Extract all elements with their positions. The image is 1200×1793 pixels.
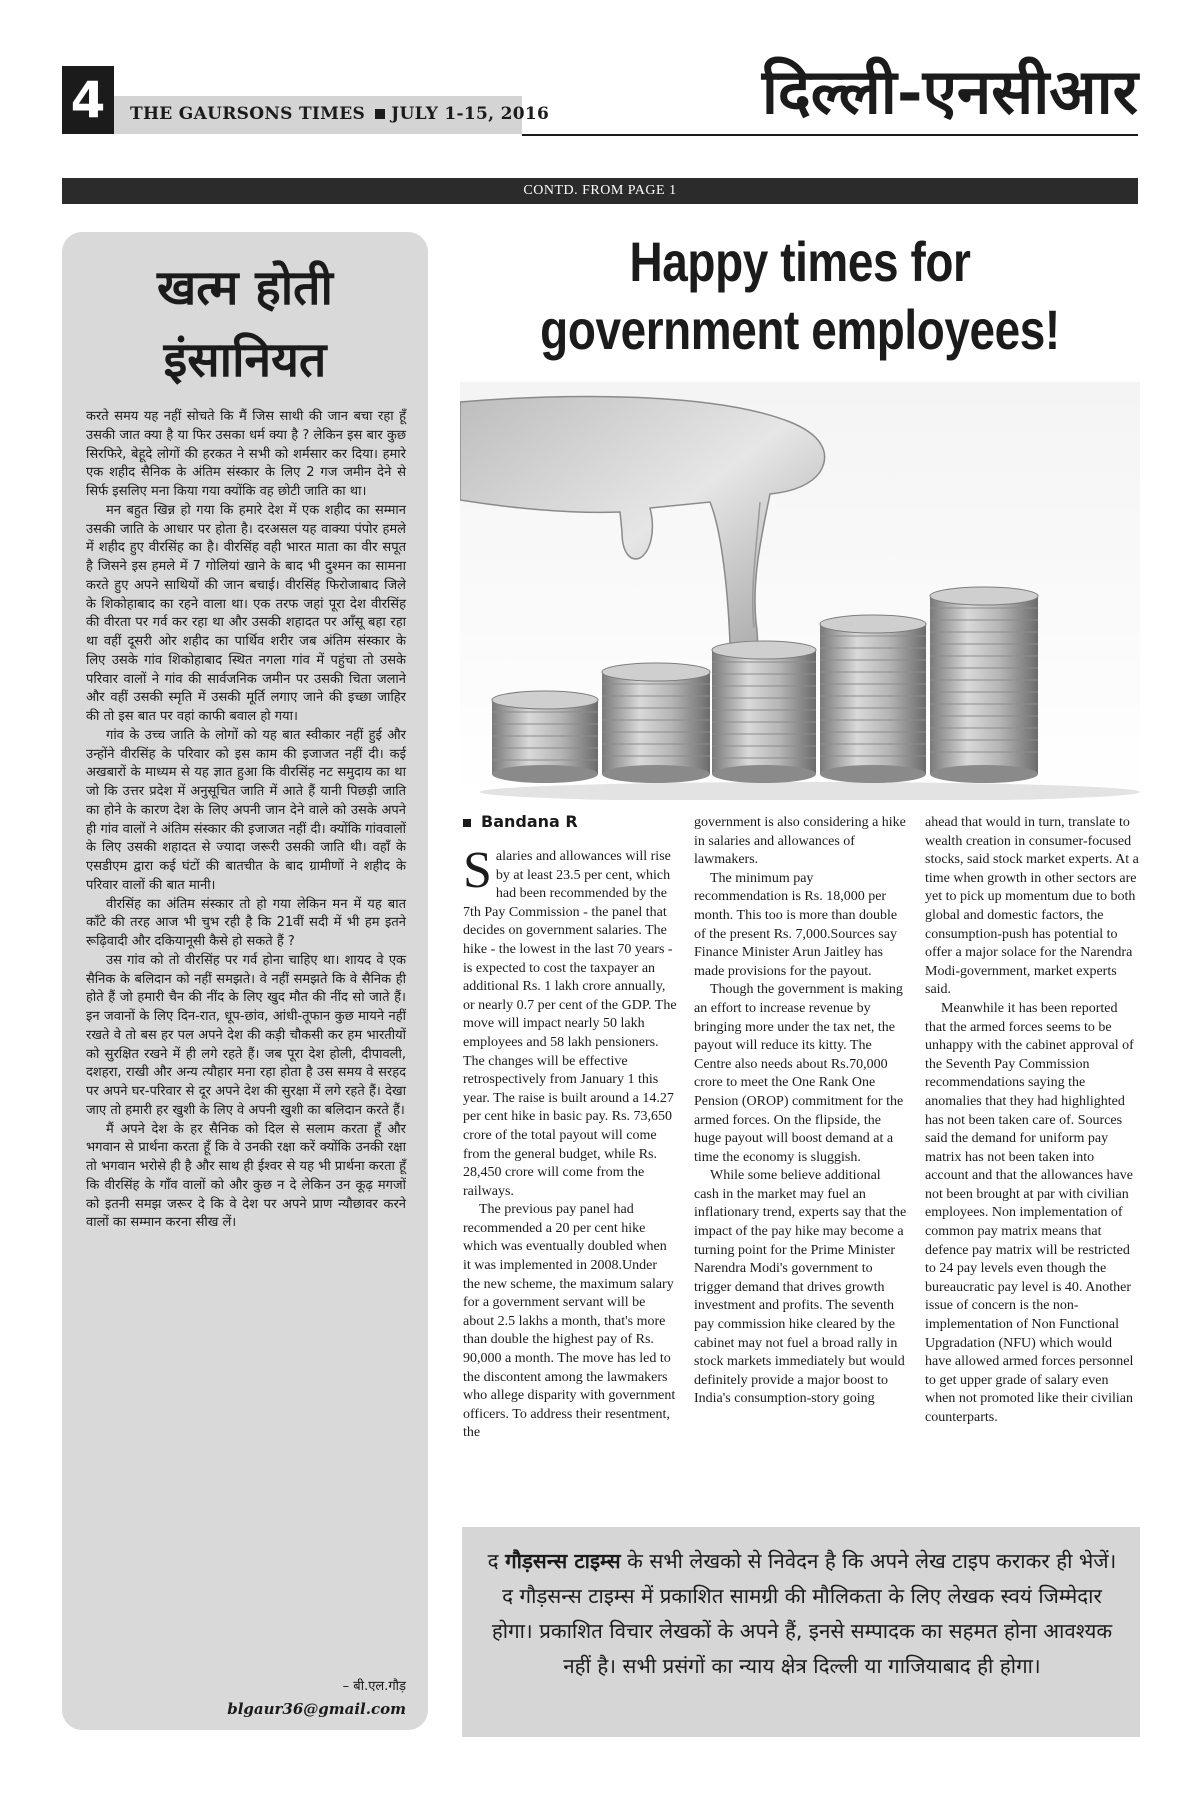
sidebar-paragraph: मैं अपने देश के हर सैनिक को दिल से सलाम करता हूँ और भगवान से प्रार्थना करता हूँ कि वे उनकी रक्षा करें क्योंकि उनकी रक्षा तो भगवान भरोसे ही है और साथ ही ईश्वर से यह भी प्रार्थना करता हूँ कि वीरसिंह के गाँव वालों को और कुछ न दे लेकिन उन कूढ़ मगजों को इतनी समझ जरूर दे कि वे देश पर अपने प्राण न्यौछावर करने वालों का सम्मान करना सीख लें।	[86, 1121, 406, 1231]
section-title: दिल्ली-एनसीआर	[761, 55, 1138, 128]
article-paragraph: Though the government is making an effort to increase revenue by bringing more under the tax net, the payout will reduce its kitty. The Centre also needs about Rs.70,000 crore to meet the One Rank One Pension (OROP) commitment for the armed forces. On the flipside, the huge payout will boost demand at a time the economy is sluggish.	[694, 982, 904, 1165]
article-column-1	[463, 842, 677, 1443]
article-headline	[505, 228, 1095, 364]
masthead	[130, 104, 549, 124]
sidebar-body	[86, 408, 406, 1233]
byline-author: Bandana R	[481, 812, 578, 831]
coins-finger-photo	[460, 382, 1140, 800]
article-paragraph: government is also considering a hike in salaries and allowances of lawmakers.	[694, 815, 906, 868]
masthead-divider	[522, 134, 1138, 136]
headline-line: government employees!	[540, 298, 1060, 361]
notice-text	[482, 1544, 1122, 1684]
page-number: 4	[62, 66, 114, 134]
notice-prefix: द	[487, 1549, 506, 1573]
article-paragraph: alaries and allowances will rise by at least 23.5 per cent, which had been recommended by the 7th Pay Commission - the panel that decides on government salaries. The hike - the lowest in the last 70 years - is expected to cost the taxpayer an additional Rs. 1 lakh crore annually, or nearly 0.7 per cent of the GDP. The move will impact nearly 50 lakh employees and 58 lakh pensioners. The changes will be effective retrospectively from January 1 this year. The raise is built around a 14.27 per cent hike in basic pay. Rs. 73,650 crore of the total payout will come from the general budget, while Rs. 28,450 crore will come from the railways.	[463, 849, 677, 1199]
drop-cap: S	[463, 842, 492, 899]
article-column-2	[694, 814, 908, 1409]
sidebar-title	[62, 252, 428, 396]
publication-name: THE GAURSONS TIMES	[130, 104, 366, 124]
notice-body: के सभी लेखको से निवेदन है कि अपने लेख टाइप कराकर ही भेजें। द गौड़सन्स टाइम्स में प्रकाशित सामग्री की मौलिकता के लिए लेखक स्वयं जिम्मेदार होगा। प्रकाशित विचार लेखकों के अपने हैं, इनसे सम्पादक का सहमत होना आवश्यक नहीं है। सभी प्रसंगों का न्याय क्षेत्र दिल्ली या गाजियाबाद ही होगा।	[491, 1549, 1117, 1678]
sidebar-paragraph: वीरसिंह का अंतिम संस्कार तो हो गया लेकिन मन में यह बात काँटे की तरह आज भी चुभ रही है कि 21वीं सदी में भी हम इतने रूढ़िवादी और दकियानूसी कैसे हो सकते हैं ?	[86, 896, 406, 949]
byline	[463, 812, 578, 831]
sidebar-author: – बी.एल.गौड़	[342, 1679, 406, 1694]
article-paragraph: The minimum pay recommendation is Rs. 18,000 per month. This too is more than double of the present Rs. 7,000.Sources say Finance Minister Arun Jaitley has made provisions for the payout.	[694, 870, 898, 979]
article-paragraph: ahead that would in turn, translate to wealth creation in consumer-focused stocks, said stock market experts. At a time when growth in other sectors are yet to pick up momentum due to both global and domestic factors, the consumption-push has potential to offer a major solace for the Narendra Modi-government, market experts said.	[925, 815, 1139, 998]
article-column-3	[925, 814, 1139, 1428]
sidebar-email: blgaur36@gmail.com	[227, 1700, 406, 1718]
issue-date: JULY 1-15, 2016	[391, 104, 550, 124]
square-bullet-icon	[463, 819, 471, 827]
notice-brand: गौड़सन्स टाइम्स	[505, 1549, 621, 1573]
article-paragraph: The previous pay panel had recommended a 20 per cent hike which was eventually doubled when it was implemented in 2008.Under the new scheme, the maximum salary for a government servant will be about 2.5 lakhs a month, that's more than double the highest pay of Rs. 90,000 a month. The move has led to the discontent among the lawmakers who allege disparity with government officers. To address their resentment, the	[463, 1202, 676, 1441]
sidebar-paragraph: उस गांव को तो वीरसिंह पर गर्व होना चाहिए था। शायद वे एक सैनिक के बलिदान को नहीं समझते। वे नहीं समझते कि वे सैनिक ही होते हैं जो हमारी चैन की नींद के लिए खुद मौत की नींद सो जाते हैं। इन जवानों के लिए दिन-रात, धूप-छांव, आंधी-तूफान कुछ मायने नहीं रखते वे तो बस हर पल अपने देश की कड़ी चौकसी कर हम भारतीयों को सुरक्षित रखने में ही लगे रहते हैं। जब पूरा देश होली, दीपावली, दशहरा, राखी और अन्य त्यौहार मना रहा होता है उस समय वे सरहद पर अपने घर-परिवार से दूर अपने देश की सुरक्षा में लगे रहते हैं। देखा जाए तो हमारी हर खुशी के लिए वे अपनी खुशी का बलिदान करते हैं।	[86, 952, 406, 1118]
article-paragraph: Meanwhile it has been reported that the armed forces seems to be unhappy with the cabinet approval of the Seventh Pay Commission recommendations saying the anomalies that they had highlighted has not been taken care of. Sources said the demand for uniform pay matrix has not been taken into account and that the allowances have not been brought at par with civilian employees. Non implementation of common pay matrix means that defence pay matrix will be restricted to 24 pay levels even though the bureaucratic pay level is 40. Another issue of concern is the non-implementation of Non Functional Upgradation (NFU) which would have allowed armed forces personnel to get upper grade of salary even when not promoted like their civilian counterparts.	[925, 1000, 1134, 1425]
sidebar-title-line: इंसानियत	[163, 332, 327, 388]
sidebar-paragraph: गांव के उच्च जाति के लोगों को यह बात स्वीकार नहीं हुई और उन्होंने वीरसिंह के परिवार को इस काम की इजाजत नहीं दी। कई अखबारों के माध्यम से यह ज्ञात हुआ कि वीरसिंह नट समुदाय का था जो कि उत्तर प्रदेश में अनुसूचित जाति में आते हैं यानी पिछड़ी जाति का होने के कारण देश के लिए अपनी जान देने वाले को उसके अपने ही गांव वालों ने अंतिम संस्कार की इजाजत नहीं दी। क्योंकि गांववालों के लिए उसकी शहादत से ज्यादा जरूरी उसकी जाति थी। वहाँ के एसडीएम द्वारा कई घंटों की बातचीत के बाद ग्रामीणों ने शहीद के परिवार वालों की बात मानी।	[86, 727, 406, 893]
article-paragraph: While some believe additional cash in the market may fuel an inflationary trend, experts say that the impact of the pay hike may become a turning point for the Prime Minister Narendra Modi's government to trigger demand that drives growth investment and profits. The seventh pay commission hike cleared by the cabinet may not fuel a broad rally in stock markets immediately but would definitely provide a major boost to India's consumption-story going	[694, 1168, 907, 1407]
sidebar-title-line: खत्म होती	[157, 260, 333, 316]
sidebar-paragraph: करते समय यह नहीं सोचते कि मैं जिस साथी की जान बचा रहा हूँ उसकी जात क्या है या फिर उसका धर्म क्या है ? लेकिन इस बार कुछ सिरफिरे, बेहूदे लोगों की हरकत ने सभी को शर्मसार कर दिया। हमारे एक शहीद सैनिक के अंतिम संस्कार के लिए 2 गज जमीन देने से सिर्फ इसलिए मना किया गया क्योंकि वह छोटी जाति का था।	[86, 409, 406, 499]
square-bullet-icon	[375, 109, 385, 119]
sidebar-paragraph: मन बहुत खिन्न हो गया कि हमारे देश में एक शहीद का सम्मान उसकी जाति के आधार पर होता है। दरअसल यह वाक्या पंपोर हमले में शहीद हुए वीरसिंह का है। वीरसिंह वही भारत माता का वीर सपूत है जिसने इस हमले में 7 गोलियां खाने के बाद भी दुश्मन का सामना करते हुए अपने साथियों की जान बचाई। वीरसिंह फिरोजाबाद जिले के शिकोहाबाद का रहने वाला था। एक तरफ जहां पूरा देश वीरसिंह की वीरता पर गर्व कर रहा था और उसकी शहादत पर आँसू बहा रहा था वहीं दूसरी ओर शहीद का पार्थिव शरीर जब अंतिम संस्कार के लिए उसके गांव शिकोहाबाद स्थित नगला गांव में पहुंचा तो उसके परिवार वालों ने गांव की सार्वजनिक जमीन पर उसकी चिता जलाने और वहीं उसकी स्मृति में उसकी मूर्ति लगाए जाने की इच्छा जाहिर की तो इस बात पर वहां काफी बवाल हो गया।	[86, 502, 406, 724]
headline-line: Happy times for	[629, 230, 971, 293]
contd-banner: CONTD. FROM PAGE 1	[62, 178, 1138, 204]
